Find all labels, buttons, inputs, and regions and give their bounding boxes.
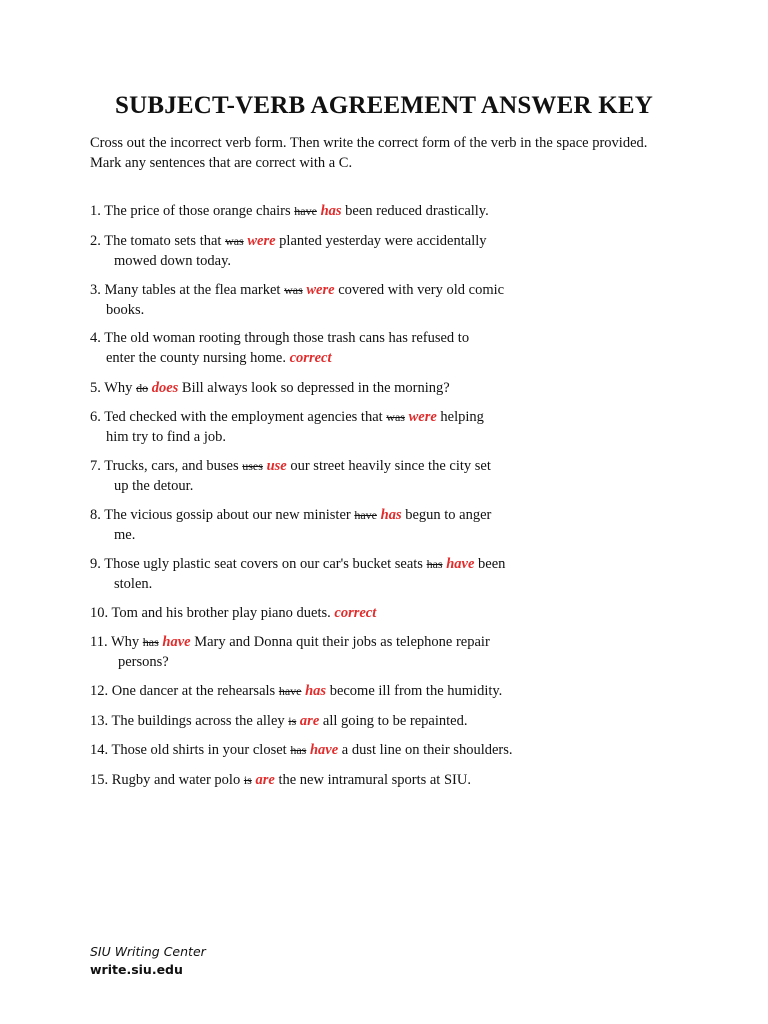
- item-text: all going to be repainted.: [322, 713, 468, 729]
- correct-verb: were: [247, 233, 276, 249]
- item-number: 9.: [90, 556, 101, 572]
- item-number: 2.: [90, 233, 101, 249]
- item-number: 4.: [90, 330, 101, 346]
- crossed-out-verb: has: [426, 557, 443, 571]
- crossed-out-verb: has: [290, 743, 307, 757]
- instruction-line: Mark any sentences that are correct with a C.: [90, 154, 353, 171]
- item-number: 15.: [90, 772, 109, 788]
- item-text: The buildings across the alley: [111, 713, 285, 729]
- list-item: [90, 379, 690, 399]
- item-text: The vicious gossip about our new minister: [104, 507, 351, 523]
- item-number: 1.: [90, 203, 101, 219]
- crossed-out-verb: uses: [242, 459, 263, 473]
- list-item: [90, 604, 690, 624]
- correct-verb: has: [305, 683, 327, 699]
- item-continuation: up the detour.: [114, 477, 194, 494]
- list-item: [90, 771, 690, 791]
- correct-mark: correct: [289, 349, 332, 366]
- item-text: Those ugly plastic seat covers on our car's bucket seats: [104, 556, 423, 572]
- item-number: 11.: [90, 634, 108, 650]
- crossed-out-verb: have: [354, 508, 377, 522]
- correct-verb: has: [320, 203, 342, 219]
- list-item: [90, 682, 690, 702]
- list-item: [90, 555, 690, 594]
- item-number: 3.: [90, 282, 101, 298]
- crossed-out-verb: was: [284, 283, 303, 297]
- item-text: Why: [104, 380, 133, 396]
- item-number: 5.: [90, 380, 101, 396]
- item-text: Why: [110, 634, 140, 650]
- item-text: planted yesterday were accidentally: [279, 233, 487, 249]
- list-item: [90, 506, 690, 545]
- item-number: 14.: [90, 742, 109, 758]
- correct-verb: has: [380, 507, 402, 523]
- crossed-out-verb: was: [225, 234, 244, 248]
- list-item: [90, 408, 690, 447]
- correct-verb: are: [299, 713, 320, 729]
- item-number: 10.: [90, 605, 109, 621]
- list-item: [90, 232, 690, 271]
- item-text: helping: [440, 409, 484, 425]
- item-text: our street heavily since the city set: [290, 458, 491, 474]
- page-title: SUBJECT-VERB AGREEMENT ANSWER KEY: [115, 92, 653, 119]
- item-continuation: persons?: [118, 653, 169, 670]
- list-item: [90, 202, 690, 222]
- footer: [90, 943, 206, 979]
- item-continuation: mowed down today.: [114, 252, 232, 269]
- crossed-out-verb: is: [243, 773, 252, 787]
- item-text: Trucks, cars, and buses: [104, 458, 239, 474]
- item-continuation: [90, 349, 690, 369]
- correct-verb: have: [162, 634, 191, 650]
- list-item: [90, 329, 690, 368]
- item-text: Ted checked with the employment agencies that: [104, 409, 383, 425]
- item-text: Mary and Donna quit their jobs as telephone repair: [194, 634, 490, 650]
- item-number: 6.: [90, 409, 101, 425]
- item-text: The price of those orange chairs: [104, 203, 291, 219]
- list-item: [90, 741, 690, 761]
- item-text: Many tables at the flea market: [104, 282, 281, 298]
- correct-verb: are: [255, 772, 275, 788]
- item-text: Rugby and water polo: [111, 772, 241, 788]
- correct-verb: use: [266, 458, 287, 474]
- item-number: 12.: [90, 683, 109, 699]
- crossed-out-verb: do: [136, 381, 149, 395]
- footer-website[interactable]: write.siu.edu: [90, 962, 183, 977]
- correct-verb: does: [151, 380, 179, 396]
- item-text: a dust line on their shoulders.: [341, 742, 513, 758]
- item-continuation: books.: [106, 301, 145, 318]
- item-text: been reduced drastically.: [345, 203, 489, 219]
- correct-verb: have: [446, 556, 475, 572]
- correct-verb: were: [306, 282, 335, 298]
- item-continuation: me.: [114, 526, 136, 543]
- item-text: become ill from the humidity.: [329, 683, 503, 699]
- item-text: the new intramural sports at SIU.: [278, 772, 471, 788]
- item-text: Tom and his brother play piano duets.: [111, 605, 331, 621]
- item-text: The old woman rooting through those trash cans has refused to: [104, 330, 470, 346]
- item-text: been: [478, 556, 506, 572]
- item-text: begun to anger: [405, 507, 492, 523]
- list-item: [90, 633, 690, 672]
- item-text: Bill always look so depressed in the morning?: [181, 380, 450, 396]
- item-text: covered with very old comic: [338, 282, 505, 298]
- item-text: Those old shirts in your closet: [111, 742, 287, 758]
- item-number: 13.: [90, 713, 109, 729]
- crossed-out-verb: is: [288, 714, 297, 728]
- item-number: 7.: [90, 458, 101, 474]
- correct-verb: have: [309, 742, 339, 758]
- footer-org-name: SIU Writing Center: [90, 944, 206, 959]
- item-number: 8.: [90, 507, 101, 523]
- list-item: [90, 712, 690, 732]
- correct-verb: were: [408, 409, 437, 425]
- item-text: The tomato sets that: [104, 233, 222, 249]
- list-item: [90, 281, 690, 320]
- crossed-out-verb: have: [294, 204, 317, 218]
- crossed-out-verb: was: [386, 410, 405, 424]
- item-continuation: him try to find a job.: [106, 428, 227, 445]
- item-text: enter the county nursing home.: [106, 349, 286, 366]
- crossed-out-verb: have: [278, 684, 302, 698]
- item-text: One dancer at the rehearsals: [111, 683, 276, 699]
- crossed-out-verb: has: [142, 635, 159, 649]
- list-item: [90, 457, 690, 496]
- instruction-line: Cross out the incorrect verb form. Then write the correct form of the verb in the space provided.: [90, 135, 648, 151]
- instructions: [90, 134, 690, 173]
- correct-mark: correct: [334, 605, 377, 621]
- item-continuation: stolen.: [114, 575, 153, 592]
